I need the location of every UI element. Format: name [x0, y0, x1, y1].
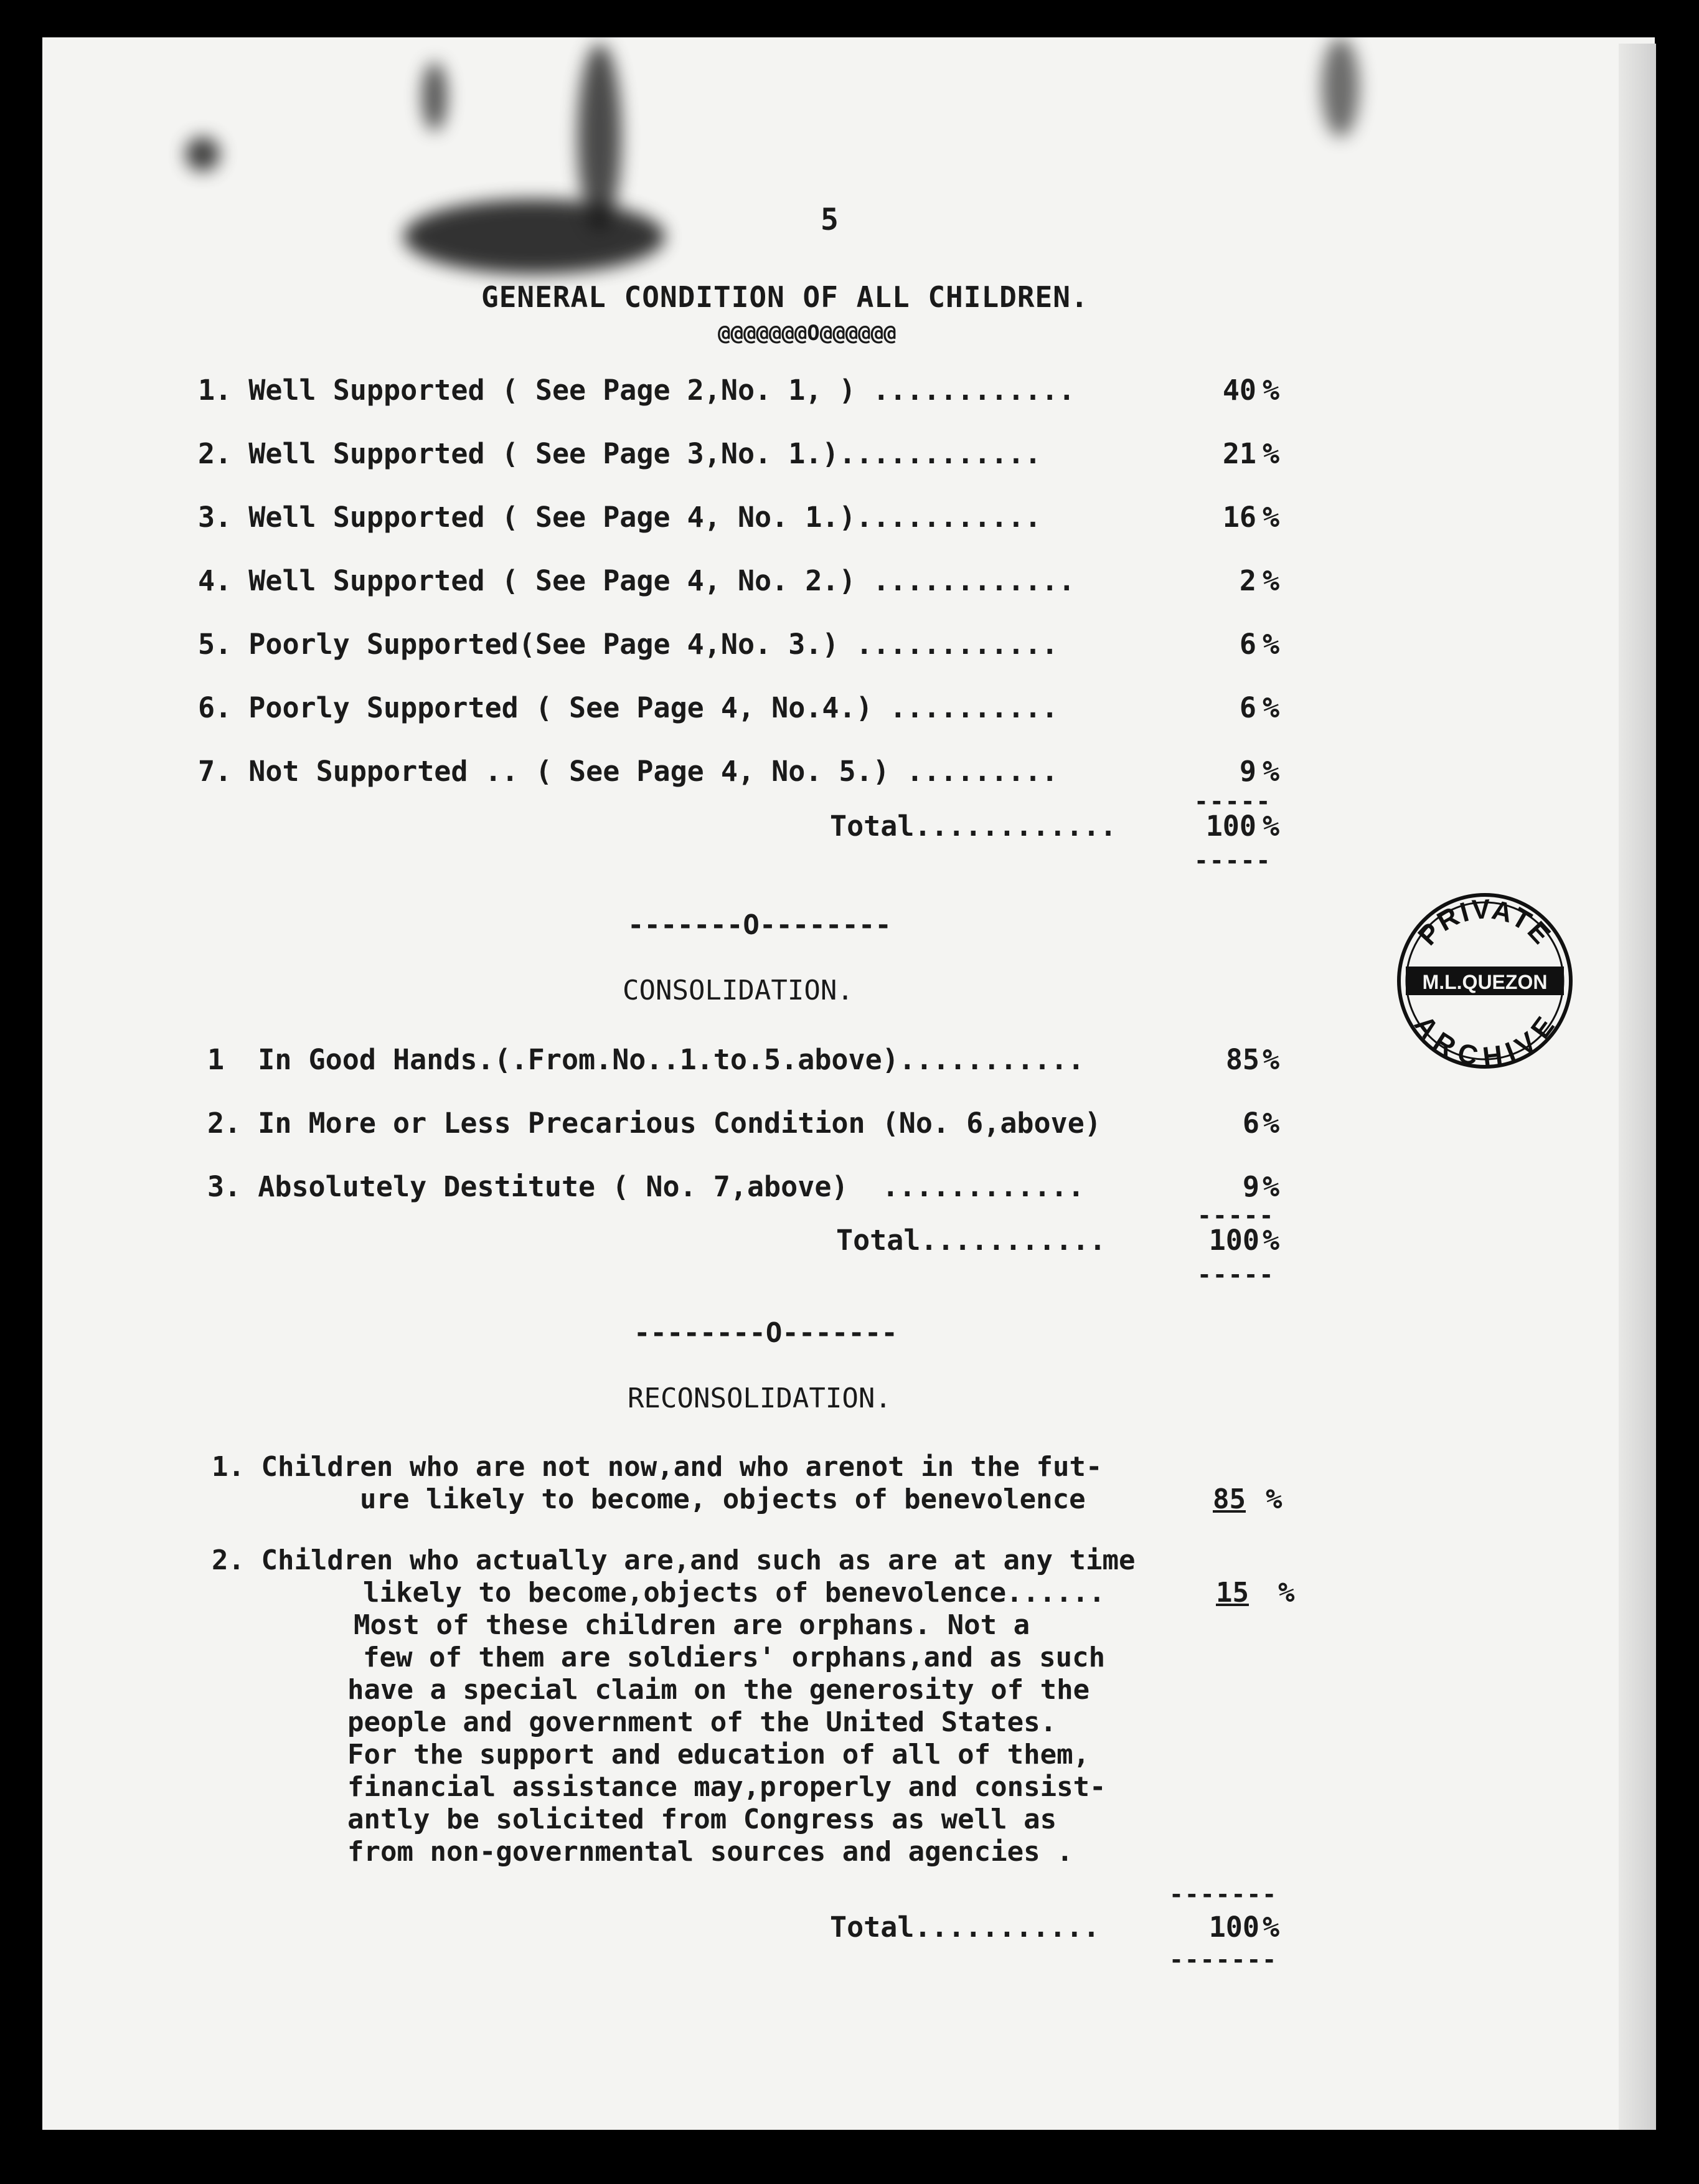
note-line: Most of these children are orphans. Not a — [354, 1609, 1030, 1641]
svg-text:M.L.QUEZON: M.L.QUEZON — [1422, 971, 1548, 993]
note-line: few of them are soldiers' orphans,and as such — [363, 1642, 1106, 1673]
list-item-text: 2. Children who actually are,and such as are at any time — [212, 1544, 1136, 1576]
list-item: 7. Not Supported .. ( See Page 4, No. 5.) ......... 9 % — [198, 755, 1280, 788]
total-rule: ------- — [1169, 1946, 1278, 1974]
document-page — [42, 37, 1655, 2130]
list-item: 5. Poorly Supported(See Page 4,No. 3.) ............ 6 % — [198, 628, 1280, 661]
archive-stamp — [1395, 891, 1575, 1071]
note-line: from non-governmental sources and agencies . — [347, 1836, 1073, 1868]
list-item-text: likely to become,objects of benevolence...... — [363, 1577, 1106, 1609]
note-line: antly be solicited from Congress as well as — [347, 1803, 1057, 1835]
svg-text:PRIVATE: PRIVATE — [1412, 894, 1558, 952]
list-item-text: ure likely to become, objects of benevolence — [360, 1483, 1086, 1515]
section-heading: RECONSOLIDATION. — [628, 1383, 892, 1414]
list-item-pct: % — [1266, 1483, 1282, 1515]
section-separator: --------O------- — [634, 1317, 898, 1349]
total-row: Total........... 100 % — [836, 1224, 1280, 1257]
section-separator: -------O-------- — [628, 909, 892, 941]
list-item: 6. Poorly Supported ( See Page 4, No.4.) .......... 6 % — [198, 691, 1280, 724]
page-number: 5 — [821, 202, 839, 237]
total-row: Total........... 100 % — [830, 1911, 1280, 1944]
total-rule: ------- — [1169, 1881, 1278, 1908]
total-rule: ----- — [1194, 847, 1272, 874]
list-item: 2. Well Supported ( See Page 3,No. 1.)............ 21 % — [198, 437, 1280, 470]
note-line: have a special claim on the generosity of the — [347, 1674, 1090, 1706]
list-item-text: 1. Children who are not now,and who arenot in the fut- — [212, 1451, 1103, 1483]
ink-smudge — [1322, 37, 1359, 137]
paper-edge — [1619, 44, 1656, 2130]
ink-smudge — [403, 199, 665, 274]
ink-smudge — [422, 62, 447, 131]
ink-smudge — [186, 137, 220, 171]
ink-smudge — [578, 44, 621, 230]
list-item: 1 In Good Hands.(.From.No..1.to.5.above)........... 85 % — [207, 1043, 1280, 1076]
title-underline: @@@@@@@O@@@@@@ — [718, 321, 897, 346]
list-item: 1. Well Supported ( See Page 2,No. 1, ) ............ 40 % — [198, 374, 1280, 407]
total-row: Total............ 100 % — [830, 810, 1280, 843]
total-rule: ----- — [1194, 788, 1272, 815]
list-item: 2. In More or Less Precarious Condition (No. 6,above) 6 % — [207, 1107, 1280, 1140]
list-item-pct: % — [1278, 1577, 1295, 1609]
list-item: 3. Absolutely Destitute ( No. 7,above) ............ 9 % — [207, 1170, 1280, 1203]
page-title: GENERAL CONDITION OF ALL CHILDREN. — [481, 280, 1089, 314]
note-line: For the support and education of all of them, — [347, 1739, 1090, 1770]
total-rule: ----- — [1197, 1261, 1275, 1288]
list-item: 4. Well Supported ( See Page 4, No. 2.) ............ 2 % — [198, 564, 1280, 597]
list-item: 3. Well Supported ( See Page 4, No. 1.)........... 16 % — [198, 501, 1280, 534]
list-item-value: 85 — [1213, 1483, 1246, 1515]
note-line: people and government of the United States. — [347, 1706, 1057, 1738]
list-item-value: 15 — [1216, 1577, 1249, 1609]
section-heading: CONSOLIDATION. — [623, 975, 854, 1006]
total-rule: ----- — [1197, 1202, 1275, 1229]
svg-text:ARCHIVE: ARCHIVE — [1408, 1009, 1562, 1071]
note-line: financial assistance may,properly and consist- — [347, 1771, 1106, 1803]
